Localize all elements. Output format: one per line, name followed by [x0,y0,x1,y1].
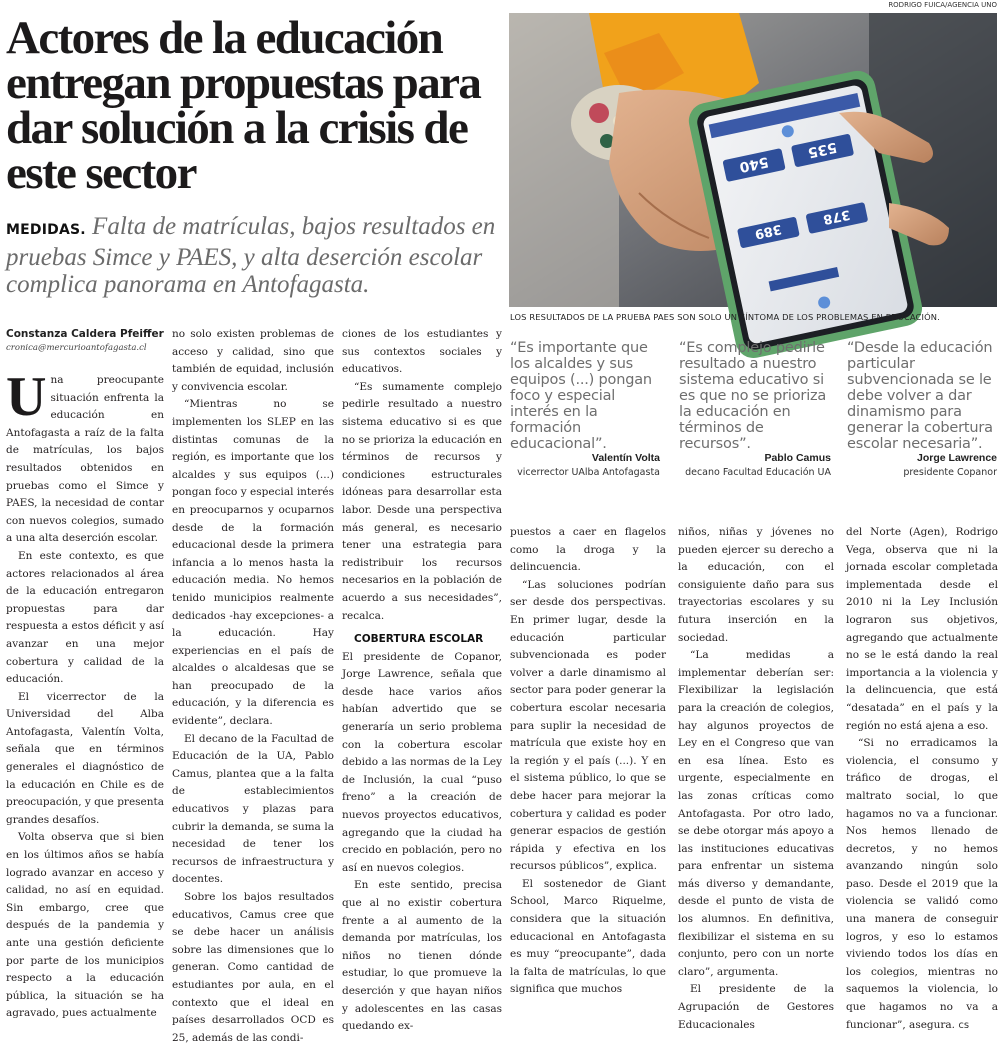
paragraph: “La medidas a implementar deberían ser: Flexibilizar la legislación para la creación de colegios, hay algunos proyectos de Ley en el Congreso que van en esa línea. Esto es urgente, especialmente en las zonas críticas como Antofagasta. Por otro lado, se debe otorgar más apoyo a las instituciones educativas para enfrentar un sistema más diverso y demandante, desde el punto de vista de los alumnos. En definitiva, flexibilizar el sistema en su conjunto, pero con un norte claro”, argumenta. [678,649,834,978]
phone-photo-illustration [509,13,997,307]
paragraph: del Norte (Agen), Rodrigo Vega, observa que ni la jornada escolar completada implementada desde el 2010 ni la Ley Inclusión lograron sus objetivos, agregando que actualmente no se le está dando la real importancia a la violencia y la delincuencia, que está “desatada” en el país y la región no está ajena a eso. [846,526,998,732]
byline-author: Constanza Caldera Pfeiffer [6,328,164,340]
pull-quote-camus: “Es complejo pedirle resultado a nuestro sistema educativo si es que no se prioriza la educación en términos de recursos”. [679,340,827,452]
paragraph: El presidente de Copanor, Jorge Lawrence, señala que desde hace varios años habían advertido que se generaría un serio problema con la cobertura escolar debido a las normas de la Ley de Inclusión, la cual “puso freno” a la creación de nuevos proyectos educativos, agregando que la ciudad ha crecido en población, pero no así en nuevos colegios. [342,650,502,874]
quote-name-camus: Pablo Camus [764,452,831,464]
deck-kicker: MEDIDAS. [6,222,86,238]
quote-role-volta: vicerrector UAlba Antofagasta [517,467,660,478]
paragraph: El presidente de la Agrupación de Gestores Educacionales [678,983,834,1031]
body-column-3 [342,326,502,1036]
paragraph: Sobre los bajos resultados educativos, Camus cree que se debe hacer un análisis sobre las dimensiones que lo generan. Como cantidad de estudiantes por aula, en el contexto que el ideal en países desarrollados OCD es 25, además de las condi- [172,891,334,1044]
paragraph: ciones de los estudiantes y sus contextos sociales y educativos. [342,328,502,376]
drop-cap: U [6,366,47,428]
headline: Actores de la educación entregan propuestas para dar solución a la crisis de este sector [6,12,481,199]
body-column-5 [678,524,834,1034]
paragraph: puestos a caer en flagelos como la droga y la delincuencia. [510,526,666,574]
paragraph: “Las soluciones podrían ser desde dos perspectivas. En primer lugar, desde la educación particular subvencionada es poder volver a darle dinamismo al sector para poder generar la cobertura escolar necesaria para suplir la necesidad de matrícula que existe hoy en la región y el país (...). Y en el sistema público, lo que se debe hacer para mejorar la cobertura y calidad es poder generar espacios de gestión rápida y efectiva en los recursos públicos”, explica. [510,578,666,873]
photo-credit: RODRIGO FUICA/AGENCIA UNO [888,1,997,9]
quote-role-lawrence: presidente Copanor [903,467,997,478]
body-column-2 [172,326,334,1047]
score-540: 540 [737,153,770,175]
paragraph: “Mientras no se implementen los SLEP en las distintas comunas de la región, es importante que los alcaldes y sus equipos (...) pongan foco y especial interés en preocuparnos y ocuparnos desde de la formación educacional desde la primera infancia a lo menos hasta la educación media. No hemos tenido municipios realmente dedicados -hay excepciones- a la educación. Hay experiencias en el país de alcaldes o alcaldesas que se han preocupado de la educación, y la diferencia es evidente”, declara. [172,398,334,728]
pull-quote-volta: “Es importante que los alcaldes y sus equipos (...) pongan foco y especial interés en la formación educacional”. [510,340,652,452]
paragraph: El vicerrector de la Universidad del Alba Antofagasta, Valentín Volta, señala que en términos generales el diagnóstico de la educación en Chile es de preocupación, y que presenta grandes desafíos. [6,690,165,826]
body-column-1 [6,366,165,1023]
body-column-6 [846,524,998,1034]
section-subhead: COBERTURA ESCOLAR [354,633,484,646]
paragraph: En este sentido, precisa que al no existir cobertura frente a al aumento de la demanda por matrículas, los niños no tienen dónde estudiar, lo que promueve la deserción y que hayan niños y adolescentes en las casas quedando ex- [342,879,502,1033]
body-column-4 [510,524,666,999]
article-photo [509,13,997,307]
paragraph: “Es sumamente complejo pedirle resultado a nuestro sistema educativo si es que no se prioriza la educación en términos de recursos y condiciones estructurales idóneas para desarrollar esta labor. Desde una perspectiva más general, es necesario tener una estrategia para redistribuir los recursos necesarios en la población de acuerdo a sus necesidades”, recalca. [342,380,502,622]
score-535: 535 [806,138,839,161]
score-389: 389 [753,220,783,242]
paragraph: niños, niñas y jóvenes no pueden ejercer su derecho a la educación, con el consiguiente daño para sus trayectorias escolares y su futura inserción en la sociedad. [678,526,834,644]
paragraph: no solo existen problemas de acceso y calidad, sino que también de equidad, inclusión y convivencia escolar. [172,328,334,393]
pull-quote-lawrence: “Desde la educación particular subvencionada se le debe volver a dar dinamismo para generar la cobertura escolar necesaria”. [847,340,993,452]
quote-role-camus: decano Facultad Educación UA [685,467,831,478]
paragraph: na preocupante situación enfrenta la educación en Antofagasta a raíz de la falta de matrículas, los bajos resultados obtenidos en pruebas como el Simce y PAES, la necesidad de contar con nuevos colegios, sumado a una alta deserción escolar. [6,374,164,545]
paragraph: Volta observa que si bien en los últimos años se había logrado avanzar en acceso y calidad, no así en equidad. Sin embargo, cree que después de la pandemia y ante una gestión deficiente por parte de los municipios respecto a la educación pública, la situación se ha agravado, pues actualmente [6,831,164,1020]
paragraph: “Si no erradicamos la violencia, el consumo y tráfico de drogas, el maltrato social, lo que hagamos no va a funcionar. Nos hemos llenado de decretos, y no hemos avanzando ningún solo paso. Desde el 2019 que la violencia se validó como una manera de conseguir logros, y eso lo estamos viviendo todos los días en los colegios, mientras no saquemos la violencia, lo que hagamos no va a funcionar”, asegura. [846,737,998,1031]
byline-email[interactable]: cronica@mercurioantofagasta.cl [6,343,147,353]
paragraph: El decano de la Facultad de Educación de la UA, Pablo Camus, plantea que a la falta de establecimientos educativos y plazas para cubrir la demanda, se suma la necesidad de tener los recursos de infraestructura y docentes. [172,732,334,886]
paragraph: El sostenedor de Giant School, Marco Riquelme, considera que la situación educacional en Antofagasta es muy “preocupante”, dada la falta de matrículas, lo que significa que muchos [510,877,666,996]
deck-text: Falta de matrículas, bajos resultados en pruebas Simce y PAES, y alta deserción escolar complica panorama en Antofagasta. [6,213,496,298]
photo-caption: LOS RESULTADOS DE LA PRUEBA PAES SON SOLO UN SÍNTOMA DE LOS PROBLEMAS EN EDUCACIÓN. [510,312,940,322]
paragraph: En este contexto, es que actores relacionados al área de la educación entregaron propuestas para dar respuesta a estos déficit y así avanzar en una mejor cobertura y calidad de la educación. [6,549,164,686]
deck [6,213,498,298]
score-378: 378 [821,206,852,227]
end-mark-icon: cs [958,1019,970,1031]
quote-name-lawrence: Jorge Lawrence [917,452,997,464]
quote-name-volta: Valentín Volta [591,452,660,464]
